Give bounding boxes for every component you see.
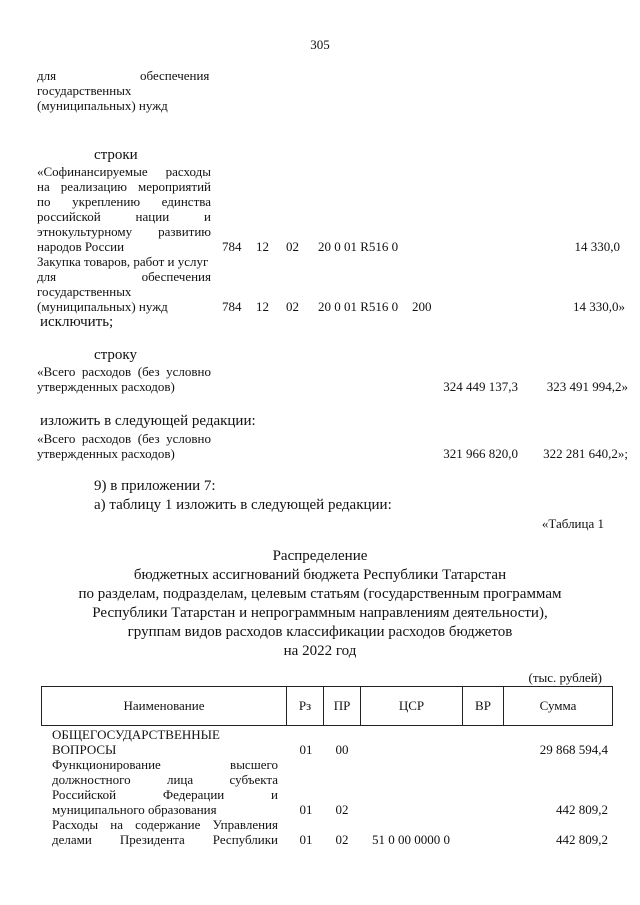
row2-name-line-3: Российской Федерации и [52,787,278,802]
table-reference: «Таблица 1 [541,516,604,531]
item2-vr: 200 [412,299,432,314]
header-csr: ЦСР [361,687,463,726]
row2-name-line-4: муниципального образования [52,802,217,817]
total-new-line-2: утвержденных расходов) [37,446,175,461]
item2-line-1: Закупка товаров, работ и услуг [37,254,209,269]
row1-pr: 00 [335,742,349,757]
item1-sum: 14 330,0 [574,239,620,254]
total-old-line-1: «Всего расходов (без условно [37,364,211,379]
total-new-value-2: 322 281 640,2»; [543,446,628,461]
total-old-line-2: утвержденных расходов) [37,379,175,394]
row3-csr: 51 0 00 0000 0 [372,832,450,847]
exclude-label: исключить; [40,314,114,330]
table-instruction: а) таблицу 1 изложить в следующей редакции: [94,497,392,513]
header-sum: Сумма [504,687,613,726]
heading-line-5: группам видов расходов классификации расходов бюджетов [127,624,513,640]
row2-sum: 442 809,2 [556,802,608,817]
row1-rz: 01 [299,742,313,757]
heading-line-4: Республики Татарстан и непрограммным направлениям деятельности), [92,605,548,621]
item2-csr: 20 0 01 R516 0 [318,299,399,314]
row3-name-line-1: Расходы на содержание Управления [52,817,278,832]
row2-rz: 01 [299,802,313,817]
table-header-row [42,687,613,726]
page-number: 305 [310,37,330,52]
item1-pr: 02 [286,239,299,254]
item2-pr: 02 [286,299,299,314]
row3-sum: 442 809,2 [556,832,608,847]
heading-line-2: бюджетных ассигнований бюджета Республики Татарстан [133,567,507,583]
item2-line-2: для обеспечения [37,269,211,284]
header-rz: Рз [287,687,324,726]
row1-sum: 29 868 594,4 [539,742,608,757]
total-old-value-2: 323 491 994,2» [546,379,628,394]
header-vr: ВР [463,687,504,726]
row1-name-line-2: ВОПРОСЫ [52,742,117,757]
row2-pr: 02 [335,802,349,817]
item1-line-4: российской нации и [37,209,211,224]
item1-line-2: на реализацию мероприятий [37,179,211,194]
item2-rz: 12 [256,299,269,314]
total-new-value-1: 321 966 820,0 [443,446,518,461]
header-pr: ПР [324,687,361,726]
item1-line-1: «Софинансируемые расходы [37,164,211,179]
row2-name-line-2: должностного лица субъекта [52,772,278,787]
item1-csr: 20 0 01 R516 0 [318,239,399,254]
row1-name-line-1: ОБЩЕГОСУДАРСТВЕННЫЕ [52,727,220,742]
total-old-value-1: 324 449 137,3 [443,379,518,394]
header-name: Наименование [42,687,287,726]
strings-label: строки [94,147,138,163]
top-block-line-2: государственных [37,83,132,98]
row3-name-line-2: делами Президента Республики [52,832,278,847]
heading-line-6: на 2022 год [283,643,357,659]
item1-line-3: по укреплению единства [37,194,211,209]
item2-sum: 14 330,0» [573,299,625,314]
row2-name-line-1: Функционирование высшего [52,757,278,772]
budget-table [41,686,613,726]
top-block-word-1: для [37,68,57,83]
restate-label: изложить в следующей редакции: [40,413,256,429]
units-label: (тыс. рублей) [528,670,602,685]
heading-line-3: по разделам, подразделам, целевым статьям (государственным программам [78,586,562,602]
item2-line-3: государственных [37,284,132,299]
total-new-line-1: «Всего расходов (без условно [37,431,211,446]
item1-line-5: этнокультурному развитию [37,224,211,239]
item2-ved: 784 [222,299,242,314]
item1-rz: 12 [256,239,269,254]
top-block-word-2: обеспечения [140,68,210,83]
row3-pr: 02 [335,832,349,847]
row3-rz: 01 [299,832,313,847]
item1-ved: 784 [222,239,242,254]
top-block-line-3: (муниципальных) нужд [37,98,168,113]
item2-line-4: (муниципальных) нужд [37,299,168,314]
heading-line-1: Распределение [272,548,368,564]
appendix-line: 9) в приложении 7: [94,478,216,494]
item1-line-6: народов России [37,239,125,254]
string-label: строку [94,347,137,363]
